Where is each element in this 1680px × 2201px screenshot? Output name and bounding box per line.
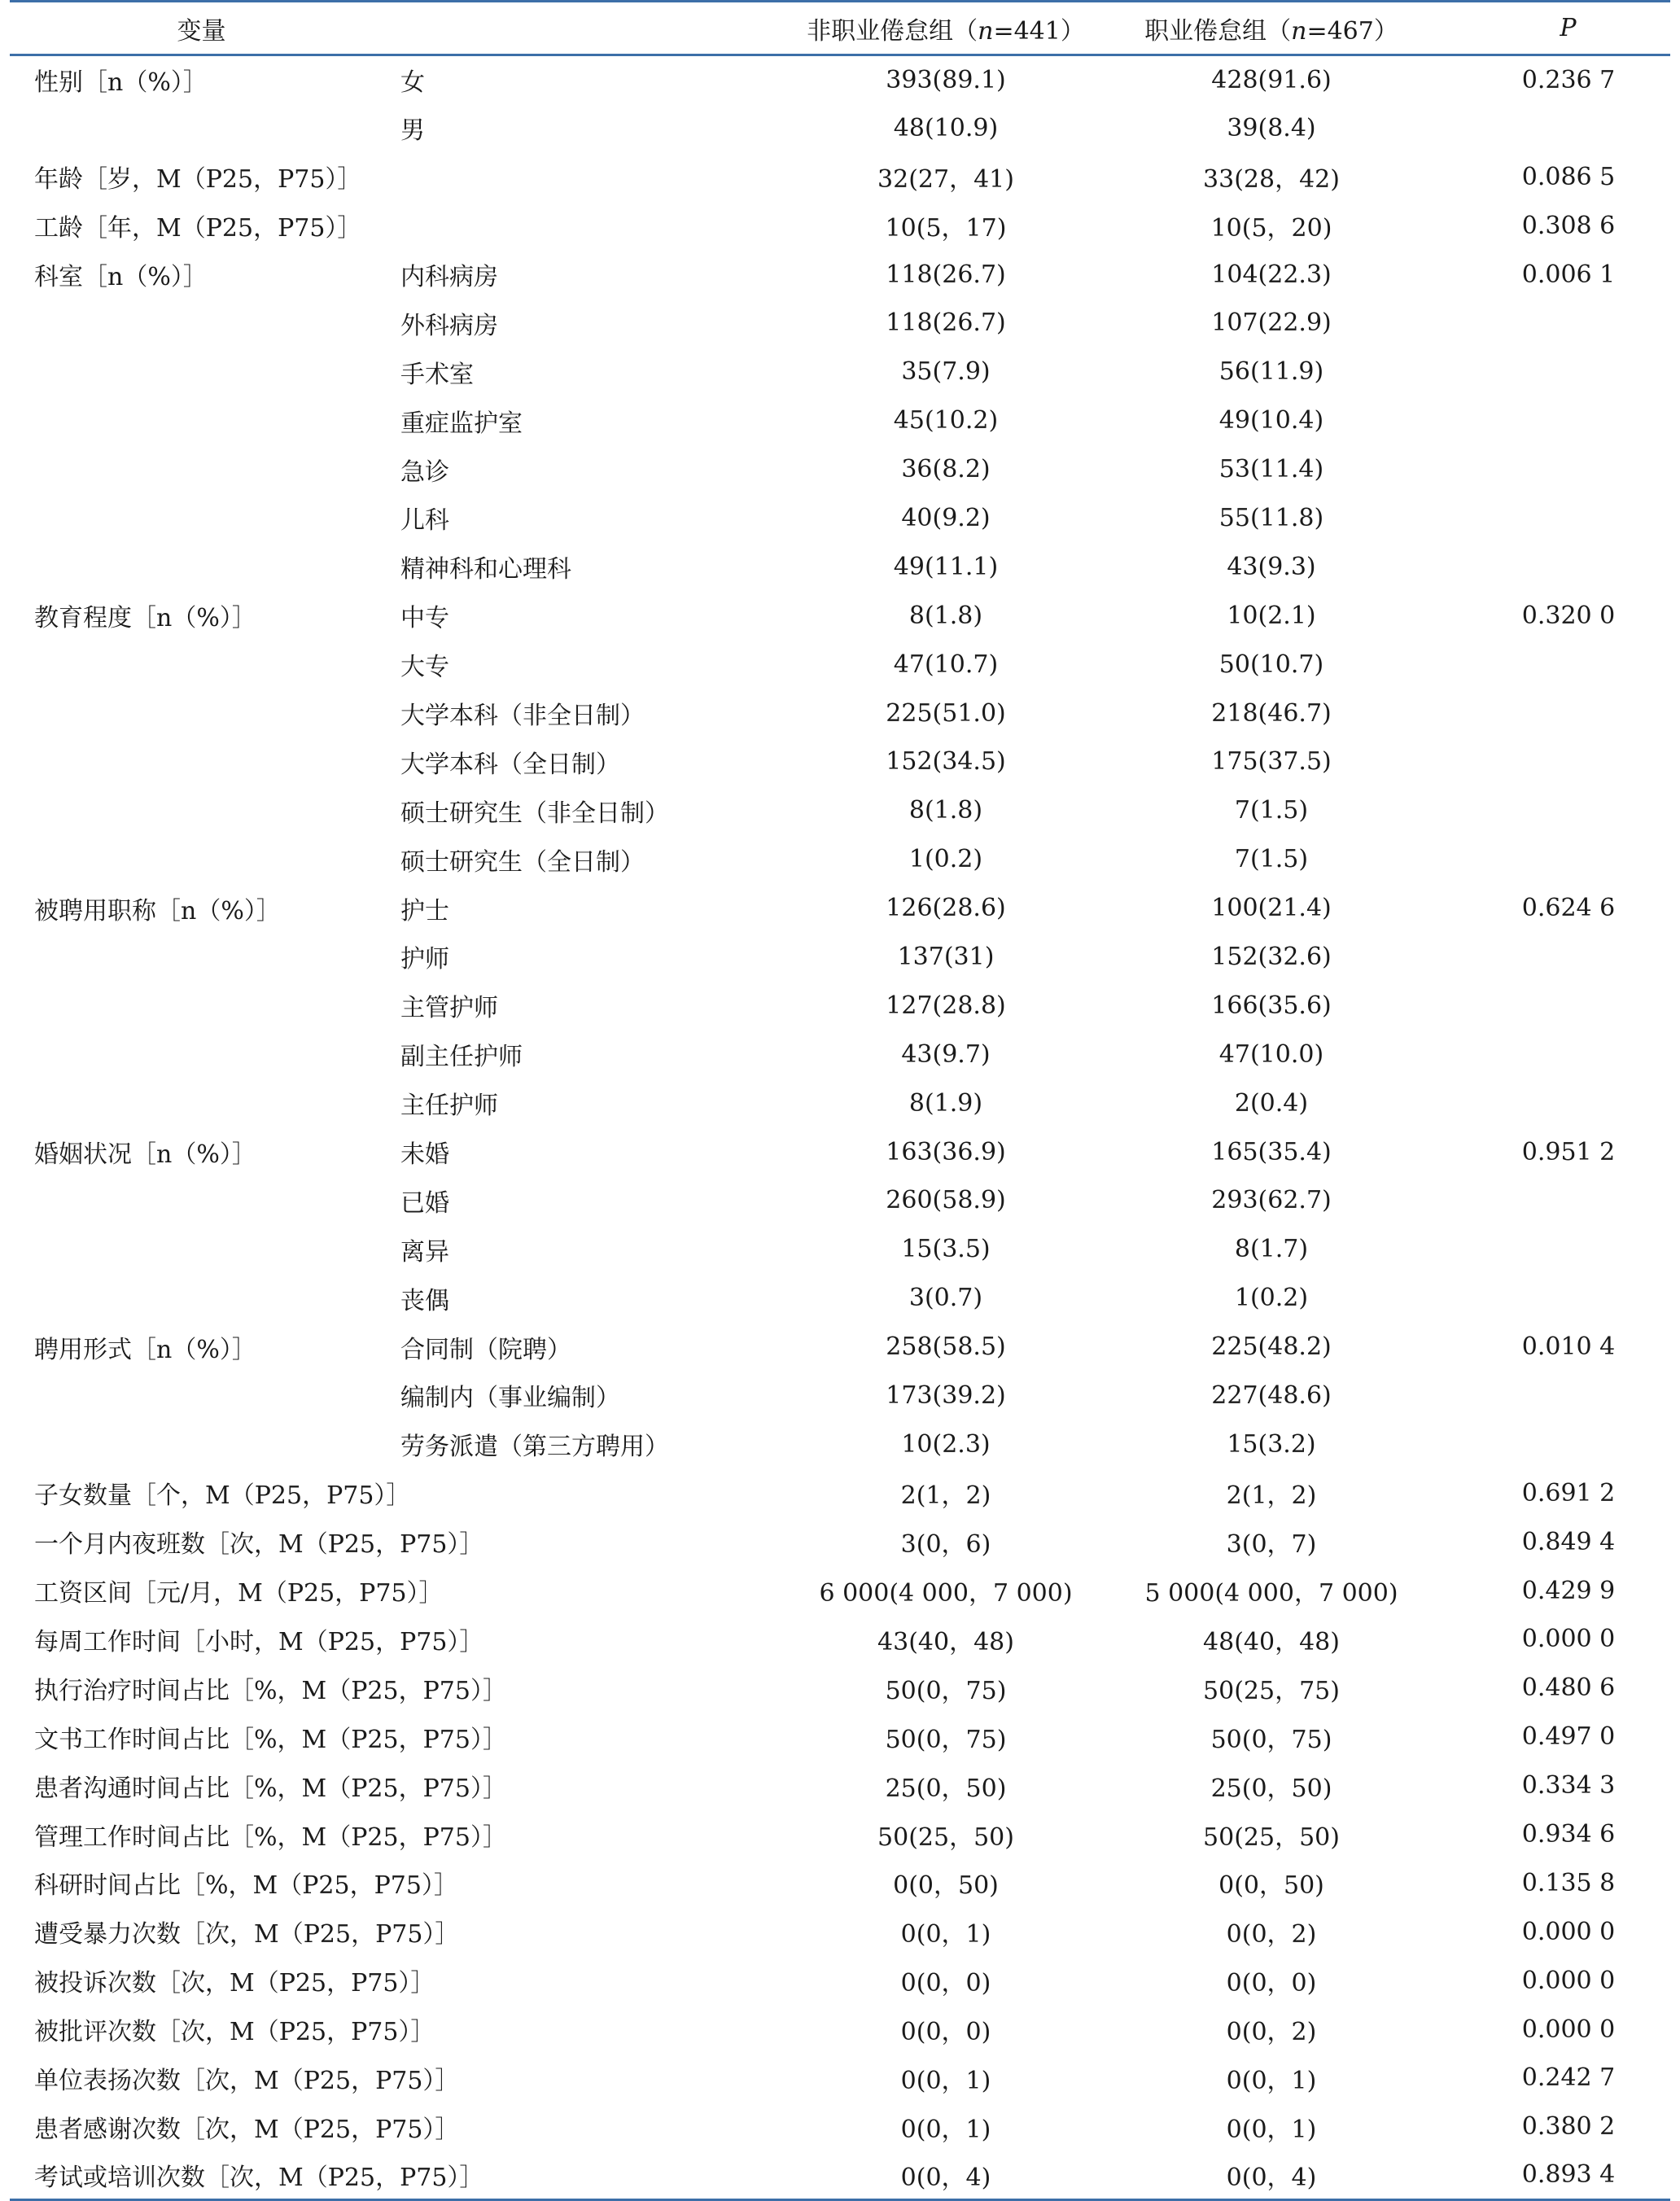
cell-variable — [10, 445, 392, 494]
cell-group2: 8(1.7) — [1234, 1235, 1309, 1264]
cell-group1: 43(9.7) — [901, 1039, 991, 1069]
header-group1-prefix: 非职业倦怠组（ — [807, 16, 978, 46]
cell-group1: 0(0，0) — [900, 2018, 991, 2047]
cell-group2: 50(25，75) — [1203, 1676, 1340, 1705]
cell-level — [392, 1468, 783, 1517]
cell-variable: 被投诉次数［次，M（P25，P75）］ — [34, 1969, 435, 1998]
table-row — [10, 152, 1670, 201]
cell-group1: 50(0，75) — [885, 1676, 1007, 1705]
table-row — [10, 1079, 1670, 1127]
cell-p-value: 0.308 6 — [1521, 211, 1616, 240]
header-group1-n: n — [978, 16, 994, 46]
cell-variable: 科研时间占比［%，M（P25，P75）］ — [34, 1871, 458, 1901]
cell-group2: 56(11.9) — [1218, 357, 1324, 387]
cell-variable — [10, 689, 392, 737]
cell-level — [392, 2005, 783, 2054]
cell-group1: 15(3.5) — [901, 1235, 991, 1264]
cell-group1: 127(28.8) — [886, 991, 1006, 1020]
cell-group1: 2(1，2) — [900, 1481, 991, 1511]
cell-level — [392, 201, 783, 250]
cell-variable — [10, 981, 392, 1030]
cell-group1: 225(51.0) — [886, 698, 1006, 728]
cell-level — [392, 1956, 783, 2005]
cell-level: 中专 — [400, 604, 449, 633]
cell-p-value: 0.000 0 — [1521, 1625, 1616, 1654]
cell-group2: 218(46.7) — [1211, 698, 1332, 728]
cell-level: 女 — [400, 68, 425, 98]
cell-p-value: 0.006 1 — [1521, 260, 1616, 289]
cell-group2: 107(22.9) — [1211, 308, 1332, 338]
table-row — [10, 1566, 1670, 1615]
table-row — [10, 1761, 1670, 1810]
cell-level: 主管护师 — [400, 994, 498, 1023]
cell-variable — [10, 1079, 392, 1127]
cell-group1: 6 000(4 000，7 000) — [819, 1579, 1073, 1608]
cell-variable: 遭受暴力次数［次，M（P25，P75）］ — [34, 1920, 460, 1949]
cell-group1: 173(39.2) — [886, 1381, 1006, 1410]
cell-p-value: 0.010 4 — [1521, 1332, 1616, 1362]
cell-level: 重症监护室 — [400, 409, 523, 438]
cell-group1: 0(0，1) — [900, 2115, 991, 2144]
cell-group1: 152(34.5) — [886, 747, 1006, 777]
cell-p-value — [1434, 689, 1670, 737]
cell-group1: 32(27，41) — [877, 165, 1014, 195]
cell-p-value — [1434, 640, 1670, 689]
table-row — [10, 1176, 1670, 1225]
table-row — [10, 250, 1670, 299]
table-row — [10, 981, 1670, 1030]
cell-level: 副主任护师 — [400, 1043, 523, 1072]
cell-group2: 0(0，1) — [1226, 2066, 1317, 2095]
cell-variable — [10, 1372, 392, 1420]
header-group2-prefix: 职业倦怠组（ — [1144, 16, 1292, 46]
cell-group2: 3(0，7) — [1226, 1530, 1317, 1560]
cell-group2: 2(1，2) — [1226, 1481, 1317, 1511]
cell-group1: 40(9.2) — [901, 503, 991, 532]
cell-group2: 0(0，50) — [1218, 1871, 1324, 1901]
table-row — [10, 299, 1670, 348]
cell-level: 急诊 — [400, 457, 449, 487]
table-row — [10, 1030, 1670, 1079]
cell-level: 编制内（事业编制） — [400, 1384, 620, 1413]
cell-group2: 166(35.6) — [1211, 991, 1332, 1020]
cell-group1: 258(58.5) — [886, 1332, 1006, 1362]
cell-group1: 1(0.2) — [908, 845, 983, 874]
table-row — [10, 835, 1670, 884]
cell-group1: 10(2.3) — [901, 1429, 991, 1459]
cell-group2: 0(0，0) — [1226, 1969, 1317, 1998]
table-row — [10, 1907, 1670, 1956]
cell-group1: 50(25，50) — [877, 1822, 1014, 1852]
cell-variable: 被聘用职称［n（%）］ — [34, 896, 281, 925]
cell-variable — [10, 1225, 392, 1274]
cell-variable: 工资区间［元/月，M（P25，P75）］ — [34, 1579, 444, 1608]
cell-group2: 50(10.7) — [1218, 650, 1324, 679]
cell-variable: 每周工作时间［小时，M（P25，P75）］ — [34, 1627, 484, 1656]
table-row — [10, 103, 1670, 152]
table-row — [10, 2005, 1670, 2054]
cell-group2: 152(32.6) — [1211, 942, 1332, 971]
cell-group1: 0(0，50) — [893, 1871, 999, 1901]
cell-level: 大学本科（全日制） — [400, 750, 620, 779]
cell-group2: 428(91.6) — [1211, 65, 1332, 94]
table-row — [10, 640, 1670, 689]
cell-group1: 36(8.2) — [901, 455, 991, 484]
cell-p-value: 0.691 2 — [1521, 1478, 1616, 1507]
cell-variable — [10, 103, 392, 152]
cell-p-value: 0.934 6 — [1521, 1820, 1616, 1849]
cell-variable: 一个月内夜班数［次，M（P25，P75）］ — [34, 1530, 484, 1560]
cell-group2: 49(10.4) — [1218, 406, 1324, 435]
cell-variable: 单位表扬次数［次，M（P25，P75）］ — [34, 2066, 460, 2095]
cell-variable — [10, 348, 392, 396]
cell-variable — [10, 494, 392, 543]
header-group2-suffix: =467） — [1306, 16, 1398, 46]
cell-variable: 教育程度［n（%）］ — [34, 604, 256, 633]
table-row — [10, 591, 1670, 640]
cell-level: 大学本科（非全日制） — [400, 702, 645, 731]
cell-p-value — [1434, 933, 1670, 982]
cell-group1: 8(1.8) — [908, 601, 983, 630]
cell-p-value — [1434, 1420, 1670, 1468]
cell-level: 大专 — [400, 653, 449, 682]
cell-p-value — [1434, 299, 1670, 348]
cell-group2: 0(0，1) — [1226, 2115, 1317, 2144]
cell-p-value — [1434, 494, 1670, 543]
table-row — [10, 1713, 1670, 1761]
table-row — [10, 1225, 1670, 1274]
header-group2 — [1109, 2, 1434, 55]
cell-group2: 39(8.4) — [1227, 113, 1316, 142]
cell-level: 护士 — [400, 896, 449, 925]
cell-group1: 163(36.9) — [886, 1137, 1006, 1166]
cell-group2: 0(0，2) — [1226, 2018, 1317, 2047]
cell-level — [392, 1566, 783, 1615]
cell-p-value — [1434, 1176, 1670, 1225]
cell-p-value — [1434, 1372, 1670, 1420]
cell-group2: 225(48.2) — [1211, 1332, 1332, 1362]
cell-group2: 5 000(4 000，7 000) — [1144, 1579, 1398, 1608]
cell-p-value: 0.429 9 — [1521, 1576, 1616, 1605]
cell-p-value: 0.849 4 — [1521, 1527, 1616, 1556]
cell-p-value: 0.480 6 — [1521, 1674, 1616, 1703]
cell-p-value: 0.000 0 — [1521, 1966, 1616, 1995]
cell-group2: 293(62.7) — [1211, 1186, 1332, 1215]
cell-group2: 48(40，48) — [1203, 1627, 1340, 1656]
cell-group2: 7(1.5) — [1234, 796, 1309, 825]
table-row — [10, 542, 1670, 591]
cell-p-value — [1434, 835, 1670, 884]
cell-group1: 47(10.7) — [893, 650, 999, 679]
cell-p-value — [1434, 1274, 1670, 1323]
cell-level: 外科病房 — [400, 311, 498, 340]
table-row — [10, 445, 1670, 494]
cell-variable — [10, 737, 392, 786]
cell-group2: 25(0，50) — [1210, 1774, 1332, 1803]
header-variable — [10, 2, 783, 55]
cell-group1: 393(89.1) — [886, 65, 1006, 94]
cell-variable: 执行治疗时间占比［%，M（P25，P75）］ — [34, 1676, 507, 1705]
cell-group1: 8(1.8) — [908, 796, 983, 825]
cell-variable — [10, 640, 392, 689]
cell-group1: 8(1.9) — [908, 1088, 983, 1118]
cell-group2: 100(21.4) — [1211, 894, 1332, 923]
cell-group1: 43(40，48) — [877, 1627, 1014, 1656]
cell-variable: 科室［n（%）］ — [34, 263, 208, 291]
cell-p-value: 0.242 7 — [1521, 2063, 1616, 2093]
cell-level: 丧偶 — [400, 1286, 449, 1315]
table-row — [10, 884, 1670, 933]
cell-variable: 婚姻状况［n（%）］ — [34, 1140, 256, 1170]
cell-level: 儿科 — [400, 506, 449, 536]
cell-group2: 47(10.0) — [1218, 1039, 1324, 1069]
cell-group2: 15(3.2) — [1227, 1429, 1316, 1459]
cell-p-value — [1434, 542, 1670, 591]
cell-variable: 子女数量［个，M（P25，P75）］ — [34, 1481, 411, 1511]
table-row — [10, 2103, 1670, 2151]
cell-group2: 165(35.4) — [1211, 1137, 1332, 1166]
cell-p-value — [1434, 1225, 1670, 1274]
cell-group1: 137(31) — [897, 942, 995, 971]
header-p — [1434, 2, 1670, 55]
table-body — [10, 55, 1670, 2200]
header-group1-suffix: =441） — [993, 16, 1085, 46]
cell-p-value — [1434, 348, 1670, 396]
cell-group2: 10(5，20) — [1210, 214, 1332, 243]
cell-group2: 50(25，50) — [1203, 1822, 1340, 1852]
cell-variable — [10, 786, 392, 835]
cell-group2: 10(2.1) — [1227, 601, 1316, 630]
table-row — [10, 348, 1670, 396]
header-row — [10, 2, 1670, 55]
cell-p-value: 0.086 5 — [1521, 162, 1616, 191]
cell-group1: 260(58.9) — [886, 1186, 1006, 1215]
cell-variable — [10, 396, 392, 445]
cell-group1: 0(0，4) — [783, 2151, 1109, 2200]
cell-p-value — [1434, 981, 1670, 1030]
cell-variable — [10, 835, 392, 884]
cell-p-value: 0.236 7 — [1521, 65, 1616, 94]
cell-group1: 118(26.7) — [886, 308, 1006, 338]
cell-group1: 126(28.6) — [886, 894, 1006, 923]
cell-level: 男 — [400, 116, 425, 146]
data-table — [10, 0, 1670, 2201]
table-row — [10, 2151, 1670, 2200]
cell-level: 硕士研究生（非全日制） — [400, 799, 669, 828]
cell-level — [392, 152, 783, 201]
table-row — [10, 689, 1670, 737]
cell-level: 未婚 — [400, 1140, 449, 1170]
cell-variable: 考试或培训次数［次，M（P25，P75）］ — [10, 2151, 392, 2200]
cell-group2: 1(0.2) — [1234, 1284, 1309, 1313]
cell-group1: 0(0，1) — [900, 2066, 991, 2095]
cell-p-value — [1434, 786, 1670, 835]
cell-variable — [10, 1176, 392, 1225]
header-group2-n: n — [1291, 16, 1307, 46]
cell-level: 主任护师 — [400, 1092, 498, 1121]
table-row — [10, 1420, 1670, 1468]
cell-group2: 33(28，42) — [1203, 165, 1340, 195]
cell-level: 已婚 — [400, 1188, 449, 1218]
cell-p-value: 0.000 0 — [1521, 1917, 1616, 1946]
cell-group1: 0(0，0) — [900, 1969, 991, 1998]
cell-variable — [10, 1420, 392, 1468]
cell-p-value: 0.380 2 — [1521, 2112, 1616, 2142]
cell-p-value — [1434, 445, 1670, 494]
cell-variable: 性别［n（%）］ — [34, 68, 208, 98]
table-row — [10, 1127, 1670, 1176]
cell-group2: 227(48.6) — [1211, 1381, 1332, 1410]
cell-variable: 患者沟通时间占比［%，M（P25，P75）］ — [34, 1774, 507, 1803]
table-row — [10, 1858, 1670, 1907]
cell-group1: 118(26.7) — [886, 260, 1006, 289]
cell-group2: 175(37.5) — [1211, 747, 1332, 777]
table-row — [10, 1274, 1670, 1323]
cell-variable — [10, 1030, 392, 1079]
cell-p-value: 0.334 3 — [1521, 1771, 1616, 1801]
table-row — [10, 1468, 1670, 1517]
cell-group1: 45(10.2) — [893, 406, 999, 435]
table-row — [10, 1810, 1670, 1859]
cell-group1: 3(0.7) — [908, 1284, 983, 1313]
table-row — [10, 494, 1670, 543]
table-row — [10, 396, 1670, 445]
cell-group2: 0(0，2) — [1226, 1920, 1317, 1949]
table-row — [10, 933, 1670, 982]
cell-group2: 104(22.3) — [1211, 260, 1332, 289]
cell-level: 护师 — [400, 945, 449, 974]
table-row — [10, 786, 1670, 835]
header-p-label: P — [1560, 14, 1577, 42]
cell-group2: 2(0.4) — [1234, 1088, 1309, 1118]
cell-level: 精神科和心理科 — [400, 555, 571, 584]
cell-p-value: 0.893 4 — [1434, 2151, 1670, 2200]
table-row — [10, 2054, 1670, 2103]
cell-group1: 25(0，50) — [885, 1774, 1007, 1803]
cell-variable — [10, 933, 392, 982]
cell-variable: 年龄［岁，M（P25，P75）］ — [34, 165, 362, 195]
cell-p-value: 0.497 0 — [1521, 1722, 1616, 1752]
cell-group1: 10(5，17) — [885, 214, 1007, 243]
cell-level: 手术室 — [400, 360, 474, 389]
cell-variable: 被批评次数［次，M（P25，P75）］ — [34, 2018, 435, 2047]
table-header — [10, 2, 1670, 55]
cell-p-value — [1434, 396, 1670, 445]
cell-level: 内科病房 — [400, 263, 498, 291]
cell-level: 合同制（院聘） — [400, 1335, 571, 1364]
cell-group2: 43(9.3) — [1227, 552, 1316, 581]
cell-p-value: 0.951 2 — [1521, 1137, 1616, 1166]
cell-group2: 0(0，4) — [1109, 2151, 1434, 2200]
cell-group1: 0(0，1) — [900, 1920, 991, 1949]
cell-variable: 管理工作时间占比［%，M（P25，P75）］ — [34, 1822, 507, 1852]
table-row — [10, 1517, 1670, 1566]
cell-group1: 48(10.9) — [893, 113, 999, 142]
cell-p-value — [1434, 737, 1670, 786]
cell-group1: 49(11.1) — [893, 552, 999, 581]
cell-p-value: 0.000 0 — [1521, 2015, 1616, 2044]
header-group1 — [783, 2, 1109, 55]
cell-group2: 55(11.8) — [1218, 503, 1324, 532]
table-row — [10, 1956, 1670, 2005]
cell-group2: 7(1.5) — [1234, 845, 1309, 874]
table-row — [10, 1323, 1670, 1372]
cell-p-value — [1434, 1079, 1670, 1127]
table-row — [10, 1372, 1670, 1420]
table-row — [10, 737, 1670, 786]
cell-group2: 50(0，75) — [1210, 1725, 1332, 1754]
table-row — [10, 1664, 1670, 1713]
cell-p-value: 0.320 0 — [1521, 601, 1616, 630]
cell-group1: 50(0，75) — [885, 1725, 1007, 1754]
table-row — [10, 55, 1670, 104]
cell-group1: 3(0，6) — [900, 1530, 991, 1560]
cell-p-value: 0.135 8 — [1521, 1868, 1616, 1897]
cell-variable: 聘用形式［n（%）］ — [34, 1335, 256, 1364]
cell-group2: 53(11.4) — [1218, 455, 1324, 484]
cell-variable: 文书工作时间占比［%，M（P25，P75）］ — [34, 1725, 507, 1754]
cell-variable: 工龄［年，M（P25，P75）］ — [34, 214, 362, 243]
cell-group1: 35(7.9) — [901, 357, 991, 387]
cell-variable: 患者感谢次数［次，M（P25，P75）］ — [34, 2115, 460, 2144]
table-row — [10, 1615, 1670, 1664]
cell-p-value — [1434, 1030, 1670, 1079]
cell-variable — [10, 542, 392, 591]
cell-p-value — [1434, 103, 1670, 152]
cell-p-value: 0.624 6 — [1521, 894, 1616, 923]
table-row — [10, 201, 1670, 250]
cell-variable — [10, 1274, 392, 1323]
header-variable-label: 变量 — [177, 16, 226, 46]
cell-level: 离异 — [400, 1237, 449, 1267]
cell-level: 硕士研究生（全日制） — [400, 847, 645, 877]
cell-variable — [10, 299, 392, 348]
cell-level: 劳务派遣（第三方聘用） — [400, 1433, 669, 1462]
